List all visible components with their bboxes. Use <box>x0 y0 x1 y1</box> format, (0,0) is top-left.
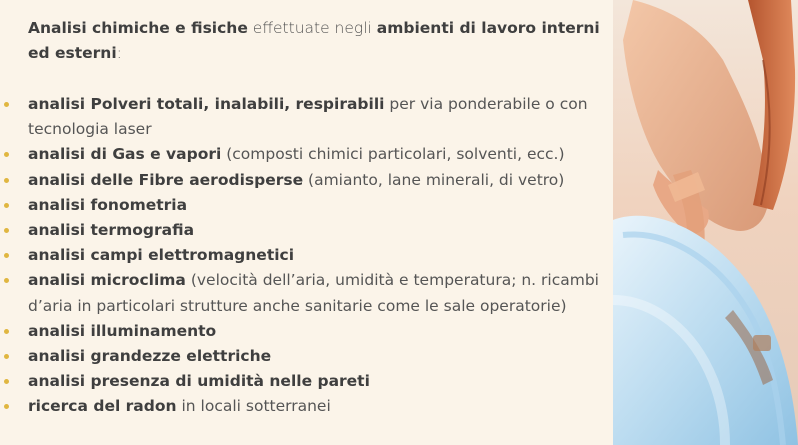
list-item <box>0 344 603 369</box>
helmet-illustration <box>613 0 798 445</box>
item-text: (velocità dell’aria, umidità e temperatura; n. ricambi d’aria in particolari strutture anche sanitarie come le sale operatorie) <box>28 271 599 315</box>
item-text: per via ponderabile o con tecnologia laser <box>28 95 588 139</box>
bullet-icon <box>4 152 9 157</box>
list-item <box>0 142 603 167</box>
bullet-icon <box>4 354 9 359</box>
item-bold: analisi termografia <box>28 221 195 240</box>
list-item <box>0 268 603 318</box>
list-item <box>0 92 603 142</box>
item-bold: ricerca del radon <box>28 397 177 416</box>
list-item <box>0 193 603 218</box>
item-bold: analisi microclima <box>28 271 186 290</box>
item-bold: analisi illuminamento <box>28 321 217 340</box>
list-item <box>0 243 603 268</box>
list-item <box>0 319 603 344</box>
bullet-icon <box>4 228 9 233</box>
bullet-icon <box>4 102 9 107</box>
intro-text-1: effettuate negli <box>247 19 377 37</box>
bullet-icon <box>4 329 9 334</box>
item-text: (amianto, lane minerali, di vetro) <box>303 170 565 189</box>
bullet-icon <box>4 278 9 283</box>
item-bold: analisi grandezze elettriche <box>28 347 272 366</box>
item-bold: analisi Polveri totali, inalabili, respirabili <box>28 95 385 113</box>
bullet-icon <box>4 253 9 258</box>
bullet-icon <box>4 379 9 384</box>
list-item <box>0 369 603 394</box>
item-bold: analisi delle Fibre aerodisperse <box>28 170 304 189</box>
intro-text-2: : <box>116 44 122 62</box>
list-item <box>0 168 603 193</box>
item-bold: analisi fonometria <box>28 195 188 214</box>
item-bold: analisi di Gas e vapori <box>28 145 222 164</box>
list-item <box>0 394 603 419</box>
list-item <box>0 218 603 243</box>
item-bold: analisi campi elettromagnetici <box>28 246 295 265</box>
item-text: (composti chimici particolari, solventi, ecc.) <box>221 145 565 164</box>
bullet-icon <box>4 203 9 208</box>
intro-paragraph <box>28 16 603 66</box>
intro-bold-2: ambienti di lavoro interni ed esterni <box>28 19 600 62</box>
intro-bold-1: Analisi chimiche e fisiche <box>28 19 248 37</box>
bullet-icon <box>4 178 9 183</box>
analysis-list <box>0 92 612 420</box>
item-text: in locali sotterranei <box>176 397 331 416</box>
item-bold: analisi presenza di umidità nelle pareti <box>28 372 370 391</box>
bullet-icon <box>4 404 9 409</box>
safety-helmet-photo <box>613 0 798 445</box>
